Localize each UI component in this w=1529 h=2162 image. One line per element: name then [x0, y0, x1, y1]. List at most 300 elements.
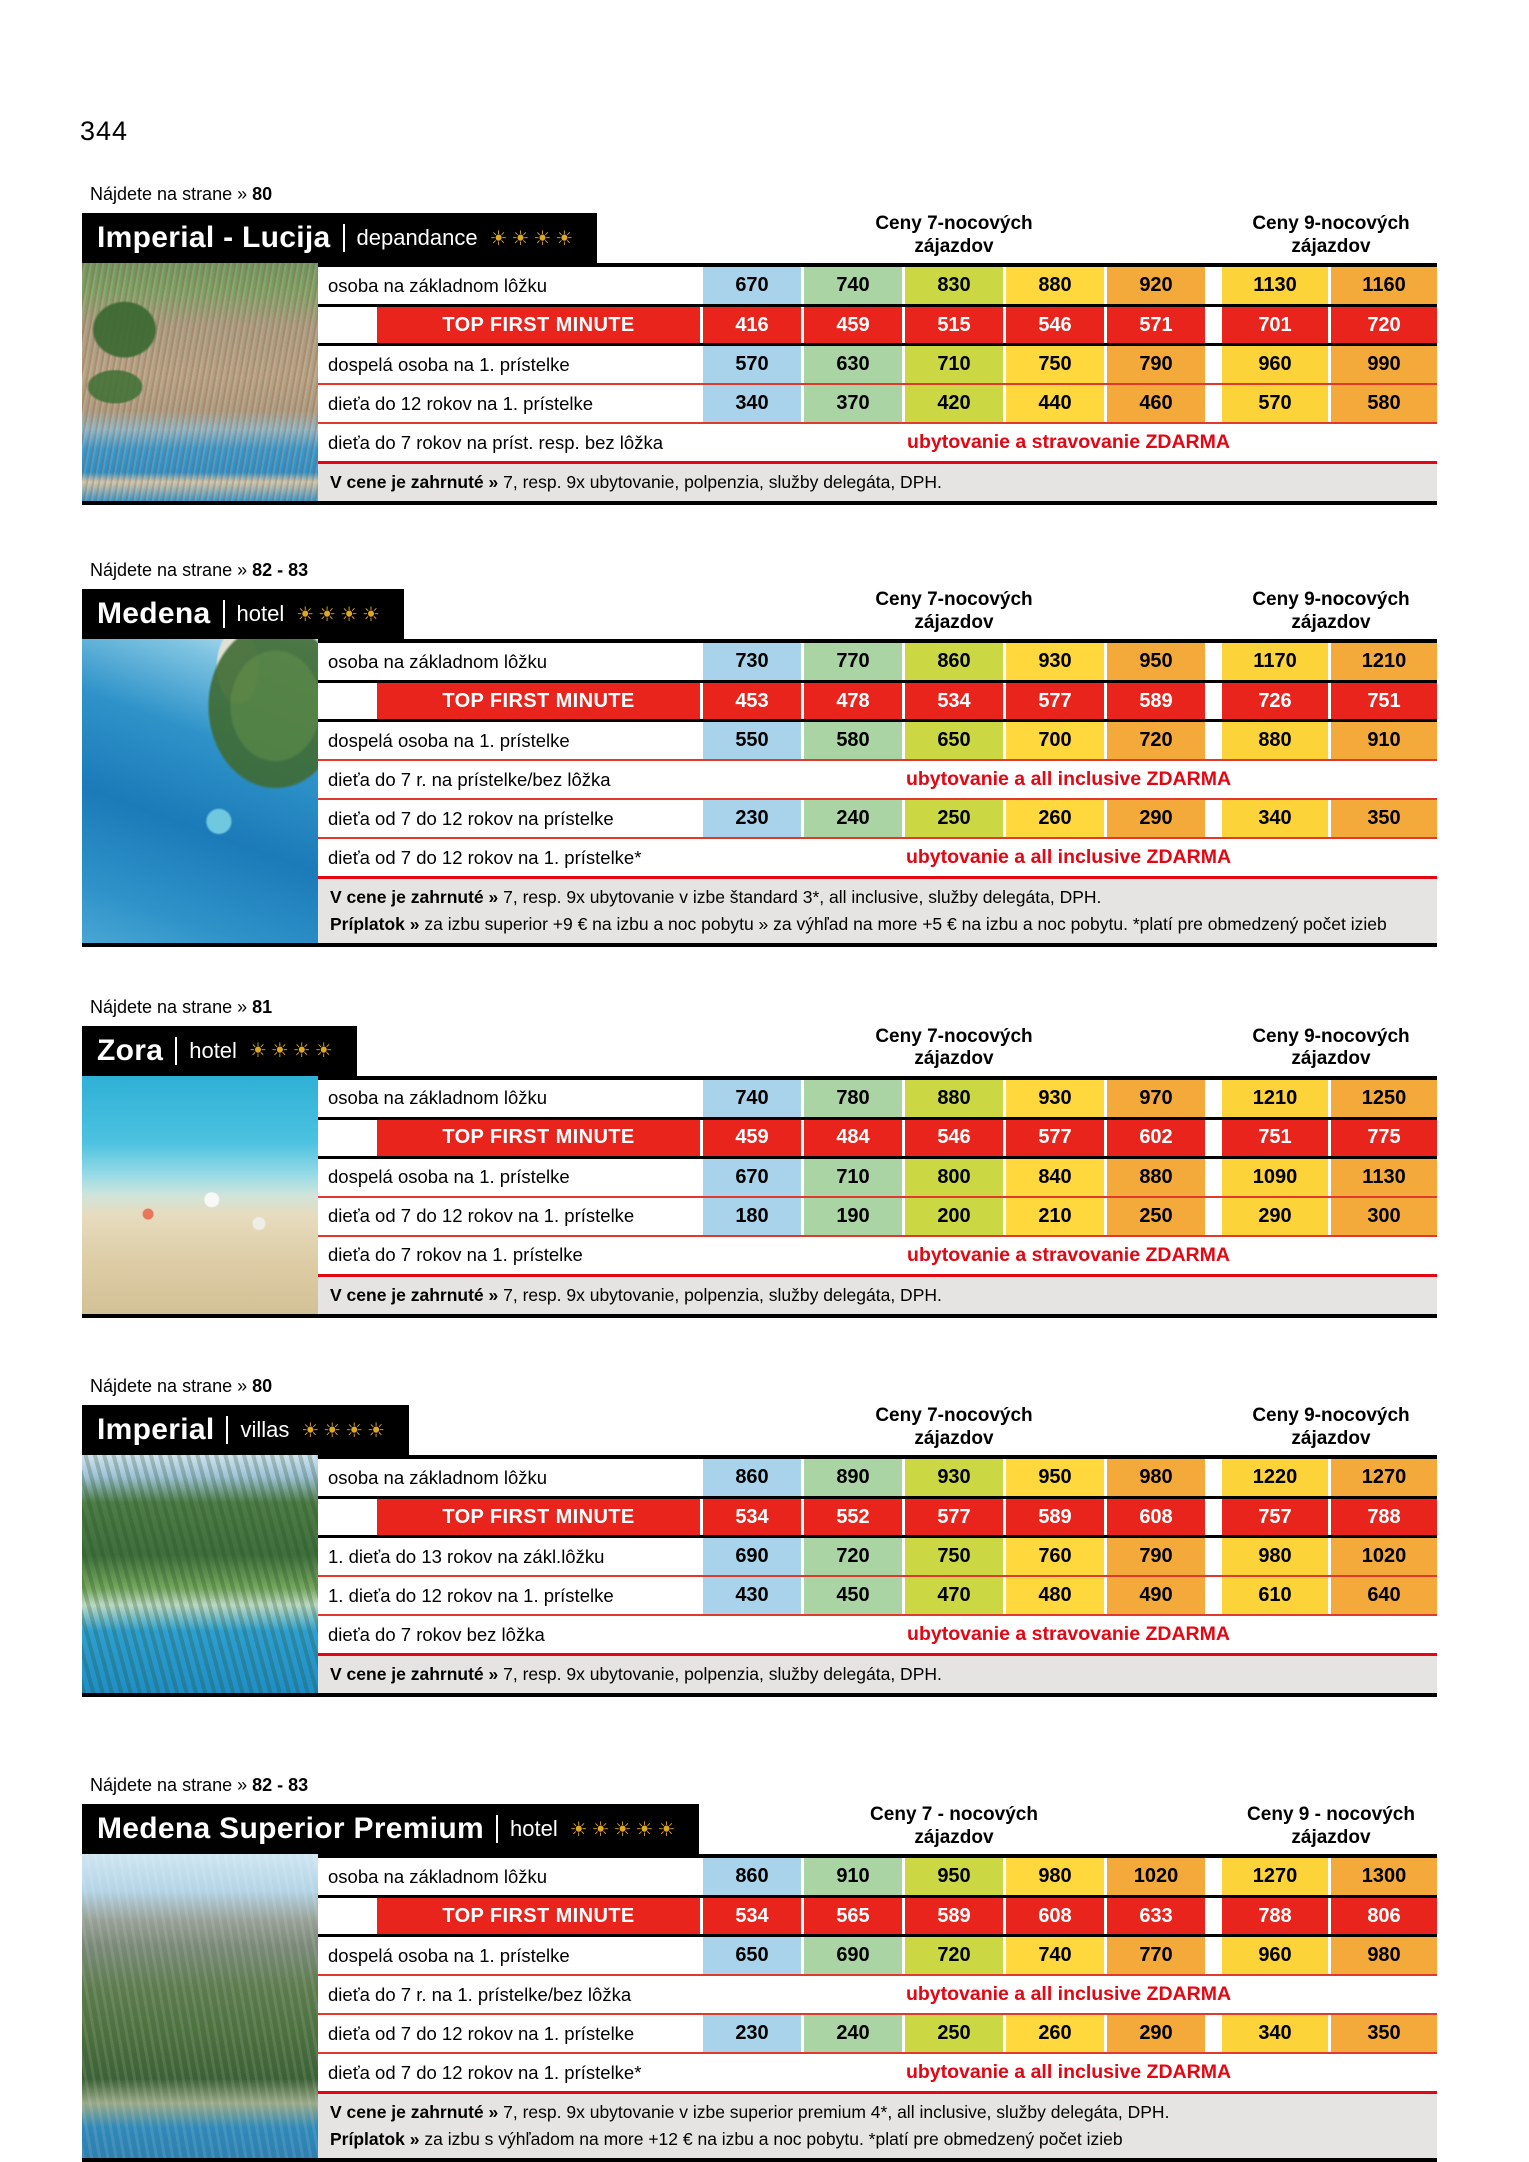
hotel-photo: [82, 639, 318, 943]
hotel-name: Medena: [97, 597, 211, 631]
footnote-text: 7, resp. 9x ubytovanie, polpenzia, služby delegáta, DPH.: [503, 1664, 942, 1684]
sun-rating-icons: ☀☀☀☀: [301, 1419, 390, 1442]
price-cell: 420: [905, 385, 1003, 422]
price-cell: 970: [1107, 1080, 1205, 1117]
find-on-page-number: 82 - 83: [252, 1775, 309, 1796]
price-cell: 571: [1107, 307, 1205, 343]
column-gap: [1205, 267, 1219, 304]
price-cell: 450: [804, 1577, 902, 1614]
price-header-line: Ceny 9-nocových: [1252, 213, 1410, 235]
price-cell: 930: [1006, 643, 1104, 680]
column-gap: [1205, 2015, 1219, 2052]
price-cell: 490: [1107, 1577, 1205, 1614]
price-cell: 240: [804, 800, 902, 837]
price-cell: 1220: [1222, 1459, 1328, 1496]
footnote-text: 7, resp. 9x ubytovanie v izbe štandard 3*, all inclusive, služby delegáta, DPH.: [503, 887, 1102, 908]
column-gap: [1205, 800, 1219, 837]
table-header-row: [82, 1800, 1437, 1854]
free-benefit-row: [318, 759, 1437, 798]
price-cell: 459: [804, 307, 902, 343]
price-cell: 1130: [1222, 267, 1328, 304]
price-cell: 910: [804, 1858, 902, 1895]
price-header-7-nights: [700, 213, 1208, 258]
price-cell: 370: [804, 385, 902, 422]
price-header-line: zájazdov: [914, 235, 994, 257]
price-cell: 340: [1222, 800, 1328, 837]
table-body: [82, 1455, 1437, 1697]
price-cell: 1160: [1331, 267, 1437, 304]
column-gap: [1205, 1538, 1219, 1575]
price-cell: 788: [1331, 1499, 1437, 1535]
price-header-9-nights: [1225, 589, 1437, 634]
price-cell: 350: [1331, 2015, 1437, 2052]
price-cell: 180: [703, 1198, 801, 1235]
price-cell: 700: [1006, 722, 1104, 759]
price-cell: 740: [703, 1080, 801, 1117]
price-row: [318, 1538, 1437, 1575]
price-cell: 800: [905, 1159, 1003, 1196]
price-cell: 350: [1331, 800, 1437, 837]
price-cell: 770: [804, 643, 902, 680]
hotel-name: Zora: [97, 1033, 164, 1067]
price-cell: 860: [905, 643, 1003, 680]
price-header-line: Ceny 7-nocových: [875, 213, 1033, 235]
price-cell: 980: [1107, 1459, 1205, 1496]
table-body: [82, 1854, 1437, 2162]
top-first-minute-row: [318, 304, 1437, 346]
indent-spacer: [318, 1898, 377, 1934]
hotel-type: depandance: [356, 225, 478, 250]
price-cell: 790: [1107, 346, 1205, 383]
price-cell: 670: [703, 267, 801, 304]
price-cell: 880: [1222, 722, 1328, 759]
price-row: [318, 2013, 1437, 2052]
price-cell: 990: [1331, 346, 1437, 383]
price-cell: 565: [804, 1898, 902, 1934]
hotel-type: hotel: [236, 601, 285, 627]
price-cell: 250: [905, 800, 1003, 837]
price-row: [318, 722, 1437, 759]
row-label: dospelá osoba na 1. prístelke: [328, 729, 570, 751]
table-body: [82, 639, 1437, 947]
price-cell: 250: [905, 2015, 1003, 2052]
price-cell: 570: [1222, 385, 1328, 422]
price-cell: 650: [703, 1937, 801, 1974]
column-gap: [1205, 1198, 1219, 1235]
price-header-9-nights: [1225, 1405, 1437, 1450]
price-cell: 1270: [1331, 1459, 1437, 1496]
sun-rating-icons: ☀☀☀☀☀: [569, 1818, 680, 1841]
price-row: [318, 798, 1437, 837]
price-header-line: zájazdov: [914, 1427, 994, 1449]
price-cell: 930: [905, 1459, 1003, 1496]
price-cell: 546: [905, 1120, 1003, 1156]
footnote-line: [330, 469, 1425, 495]
price-cell: 534: [703, 1499, 801, 1535]
column-gap: [1205, 307, 1219, 343]
price-cell: 580: [1331, 385, 1437, 422]
price-cell: 757: [1222, 1499, 1328, 1535]
price-grid: [318, 1455, 1437, 1693]
price-cell: 577: [905, 1499, 1003, 1535]
row-label: osoba na základnom lôžku: [328, 1865, 548, 1887]
footnote-line: [330, 2099, 1425, 2125]
price-cell: 240: [804, 2015, 902, 2052]
price-header-line: zájazdov: [1291, 235, 1371, 257]
page-number: 344: [80, 116, 129, 146]
price-row: [318, 1858, 1437, 1895]
hotel-price-table: [82, 184, 1437, 505]
price-cell: 459: [703, 1120, 801, 1156]
find-on-page-number: 81: [252, 996, 273, 1017]
divider: [343, 224, 345, 252]
footnote-bold: Príplatok »: [330, 2128, 420, 2149]
price-cell: 910: [1331, 722, 1437, 759]
column-gap: [1205, 1120, 1219, 1156]
price-cell: 608: [1006, 1898, 1104, 1934]
top-first-minute-label: TOP FIRST MINUTE: [377, 683, 700, 719]
price-cell: 210: [1006, 1198, 1104, 1235]
top-first-minute-row: [318, 1895, 1437, 1937]
price-cell: 1130: [1331, 1159, 1437, 1196]
price-cell: 880: [1006, 267, 1104, 304]
hotel-name: Imperial - Lucija: [97, 221, 331, 254]
table-body: [82, 1076, 1437, 1318]
price-cell: 751: [1222, 1120, 1328, 1156]
top-first-minute-label: TOP FIRST MINUTE: [377, 1120, 700, 1156]
price-cell: 534: [905, 683, 1003, 719]
price-cell: 300: [1331, 1198, 1437, 1235]
price-row: [318, 1575, 1437, 1614]
price-cell: 1020: [1107, 1858, 1205, 1895]
row-label: dospelá osoba na 1. prístelke: [328, 1944, 570, 1966]
row-label: dieťa do 7 rokov bez lôžka: [328, 1623, 545, 1645]
price-cell: 480: [1006, 1577, 1104, 1614]
row-label: dospelá osoba na 1. prístelke: [328, 1166, 570, 1188]
free-benefit-row: [318, 1974, 1437, 2013]
table-header-row: [82, 585, 1437, 639]
hotel-type: hotel: [189, 1037, 237, 1063]
indent-spacer: [318, 683, 377, 719]
price-row: [318, 1159, 1437, 1196]
hotel-price-table: [82, 560, 1437, 947]
price-cell: 290: [1222, 1198, 1328, 1235]
price-header-line: zájazdov: [1291, 1048, 1371, 1070]
price-cell: 577: [1006, 1120, 1104, 1156]
price-cell: 1270: [1222, 1858, 1328, 1895]
row-label: osoba na základnom lôžku: [328, 274, 548, 296]
free-benefit-text: ubytovanie a stravovanie ZDARMA: [907, 1623, 1230, 1645]
price-cell: 720: [1331, 307, 1437, 343]
price-cell: 980: [1222, 1538, 1328, 1575]
price-cell: 710: [905, 346, 1003, 383]
price-cell: 430: [703, 1577, 801, 1614]
price-header-9-nights: [1225, 1026, 1437, 1071]
price-cell: 750: [905, 1538, 1003, 1575]
price-cell: 880: [905, 1080, 1003, 1117]
indent-spacer: [318, 1120, 377, 1156]
price-cell: 650: [905, 722, 1003, 759]
price-cell: 230: [703, 800, 801, 837]
free-benefit-text: ubytovanie a all inclusive ZDARMA: [905, 1983, 1232, 2006]
free-benefit-text: ubytovanie a all inclusive ZDARMA: [905, 2061, 1232, 2084]
price-row: [318, 383, 1437, 422]
price-cell: 1090: [1222, 1159, 1328, 1196]
row-label: dieťa od 7 do 12 rokov na prístelke: [328, 807, 614, 829]
row-label: 1. dieťa do 12 rokov na 1. prístelke: [328, 1584, 614, 1606]
hotel-name-bar: [82, 589, 404, 639]
hotel-name-bar: [82, 1804, 699, 1854]
find-on-page-line: [90, 1775, 1437, 1796]
column-gap: [1205, 683, 1219, 719]
footnote-text: 7, resp. 9x ubytovanie, polpenzia, služby delegáta, DPH.: [503, 1284, 942, 1305]
divider: [223, 600, 225, 628]
price-cell: 960: [1222, 1937, 1328, 1974]
price-header-line: zájazdov: [914, 1048, 994, 1070]
price-cell: 950: [1107, 643, 1205, 680]
column-gap: [1205, 1159, 1219, 1196]
price-cell: 726: [1222, 683, 1328, 719]
price-cell: 1300: [1331, 1858, 1437, 1895]
price-cell: 950: [1006, 1459, 1104, 1496]
footnote-bold: V cene je zahrnuté »: [330, 472, 499, 492]
price-row: [318, 267, 1437, 304]
price-cell: 780: [804, 1080, 902, 1117]
table-footnote: [318, 1274, 1437, 1314]
price-grid: [318, 263, 1437, 501]
price-header-line: Ceny 9-nocových: [1252, 1405, 1410, 1427]
footnote-text: 7, resp. 9x ubytovanie, polpenzia, služby delegáta, DPH.: [503, 472, 942, 492]
free-benefit-text: ubytovanie a stravovanie ZDARMA: [907, 431, 1230, 453]
price-cell: 860: [703, 1858, 801, 1895]
hotel-type: villas: [240, 1417, 290, 1442]
find-on-page-line: [90, 997, 1437, 1018]
price-header-line: zájazdov: [914, 611, 994, 633]
price-header-line: Ceny 9-nocových: [1252, 1025, 1410, 1047]
row-label: 1. dieťa do 13 rokov na zákl.lôžku: [328, 1545, 605, 1567]
row-label: dieťa do 7 rokov na príst. resp. bez lôžka: [328, 431, 663, 453]
row-label: dieťa od 7 do 12 rokov na 1. prístelke: [328, 1205, 635, 1227]
price-cell: 340: [1222, 2015, 1328, 2052]
hotel-type: hotel: [510, 1816, 558, 1842]
find-on-page-line: [90, 184, 1437, 205]
top-first-minute-label: TOP FIRST MINUTE: [377, 1499, 700, 1535]
price-cell: 416: [703, 307, 801, 343]
find-on-page-line: [90, 1376, 1437, 1397]
footnote-bold: V cene je zahrnuté »: [330, 1664, 499, 1684]
sun-rating-icons: ☀☀☀☀: [248, 1040, 337, 1063]
price-cell: 440: [1006, 385, 1104, 422]
price-cell: 290: [1107, 2015, 1205, 2052]
hotel-name: Medena Superior Premium: [97, 1812, 484, 1846]
price-cell: 720: [1107, 722, 1205, 759]
price-header-7-nights: [700, 1405, 1208, 1450]
row-label: osoba na základnom lôžku: [328, 650, 548, 672]
table-footnote: [318, 2091, 1437, 2158]
top-first-minute-row: [318, 1496, 1437, 1538]
hotel-photo: [82, 1455, 318, 1693]
footnote-bold: V cene je zahrnuté »: [330, 1284, 499, 1305]
price-cell: 260: [1006, 2015, 1104, 2052]
find-on-page-number: 80: [252, 1376, 273, 1396]
hotel-price-table: [82, 1376, 1437, 1697]
tables-container: [82, 184, 1437, 2162]
price-cell: 589: [1107, 683, 1205, 719]
price-cell: 806: [1331, 1898, 1437, 1934]
row-label: dieťa do 7 r. na 1. prístelke/bez lôžka: [328, 1983, 632, 2005]
row-label: dieťa od 7 do 12 rokov na 1. prístelke*: [328, 2061, 642, 2083]
price-row: [318, 346, 1437, 383]
table-header-row: [82, 1022, 1437, 1076]
divider: [496, 1815, 498, 1843]
price-cell: 1170: [1222, 643, 1328, 680]
row-label: dieťa do 7 rokov na 1. prístelke: [328, 1244, 583, 1266]
footnote-text: 7, resp. 9x ubytovanie v izbe superior premium 4*, all inclusive, služby delegáta, DPH.: [503, 2102, 1170, 2123]
price-cell: 930: [1006, 1080, 1104, 1117]
price-header-line: Ceny 7-nocových: [875, 1025, 1033, 1047]
price-cell: 790: [1107, 1538, 1205, 1575]
top-first-minute-row: [318, 680, 1437, 722]
column-gap: [1205, 1937, 1219, 1974]
price-cell: 740: [804, 267, 902, 304]
price-row: [318, 1459, 1437, 1496]
hotel-name-bar: [82, 1405, 409, 1455]
price-cell: 534: [703, 1898, 801, 1934]
price-cell: 840: [1006, 1159, 1104, 1196]
price-cell: 250: [1107, 1198, 1205, 1235]
free-benefit-row: [318, 422, 1437, 461]
indent-spacer: [318, 1499, 377, 1535]
column-gap: [1205, 643, 1219, 680]
price-cell: 589: [905, 1898, 1003, 1934]
price-cell: 750: [1006, 346, 1104, 383]
hotel-price-table: [82, 997, 1437, 1318]
column-gap: [1205, 385, 1219, 422]
price-cell: 589: [1006, 1499, 1104, 1535]
price-cell: 751: [1331, 683, 1437, 719]
price-cell: 570: [703, 346, 801, 383]
price-cell: 484: [804, 1120, 902, 1156]
price-cell: 740: [1006, 1937, 1104, 1974]
row-label: dospelá osoba na 1. prístelke: [328, 353, 570, 375]
price-cell: 602: [1107, 1120, 1205, 1156]
price-grid: [318, 1854, 1437, 2158]
row-label: dieťa do 12 rokov na 1. prístelke: [328, 392, 594, 414]
price-cell: 340: [703, 385, 801, 422]
price-cell: 550: [703, 722, 801, 759]
price-cell: 230: [703, 2015, 801, 2052]
find-on-page-label: Nájdete na strane »: [90, 996, 248, 1017]
price-header-7-nights: [700, 1026, 1208, 1071]
column-gap: [1205, 1499, 1219, 1535]
price-header-line: Ceny 9-nocových: [1252, 589, 1410, 611]
price-cell: 770: [1107, 1937, 1205, 1974]
hotel-photo: [82, 1076, 318, 1314]
footnote-bold: Príplatok »: [330, 913, 420, 934]
column-gap: [1205, 1577, 1219, 1614]
price-cell: 980: [1006, 1858, 1104, 1895]
price-row: [318, 1196, 1437, 1235]
price-cell: 690: [804, 1937, 902, 1974]
price-cell: 980: [1331, 1937, 1437, 1974]
hotel-name: Imperial: [97, 1413, 215, 1446]
price-cell: 200: [905, 1198, 1003, 1235]
price-header-9-nights: [1225, 213, 1437, 258]
price-cell: 1210: [1222, 1080, 1328, 1117]
price-header-line: Ceny 7 - nocových: [870, 1804, 1038, 1826]
find-on-page-label: Nájdete na strane »: [90, 184, 248, 204]
price-cell: 610: [1222, 1577, 1328, 1614]
price-grid: [318, 1076, 1437, 1314]
find-on-page-number: 80: [252, 184, 273, 204]
hotel-price-table: [82, 1775, 1437, 2162]
price-cell: 920: [1107, 267, 1205, 304]
price-cell: 608: [1107, 1499, 1205, 1535]
price-header-line: zájazdov: [1291, 611, 1371, 633]
price-row: [318, 643, 1437, 680]
price-cell: 710: [804, 1159, 902, 1196]
price-cell: 890: [804, 1459, 902, 1496]
footnote-line: [330, 1661, 1425, 1687]
price-cell: 552: [804, 1499, 902, 1535]
price-cell: 670: [703, 1159, 801, 1196]
price-cell: 860: [703, 1459, 801, 1496]
footnote-text: za izbu superior +9 € na izbu a noc pobytu » za výhľad na more +5 € na izbu a noc pobytu. *platí pre obmedzený počet izieb: [424, 913, 1387, 934]
free-benefit-row: [318, 1614, 1437, 1653]
sun-rating-icons: ☀☀☀☀: [296, 603, 384, 626]
price-cell: 580: [804, 722, 902, 759]
row-label: dieťa od 7 do 12 rokov na 1. prístelke: [328, 2022, 635, 2044]
indent-spacer: [318, 307, 377, 343]
free-benefit-row: [318, 1235, 1437, 1274]
price-cell: 830: [905, 267, 1003, 304]
price-header-7-nights: [700, 1804, 1208, 1849]
price-cell: 760: [1006, 1538, 1104, 1575]
hotel-photo: [82, 263, 318, 501]
price-header-line: zájazdov: [914, 1826, 994, 1848]
price-cell: 720: [905, 1937, 1003, 1974]
footnote-line: [330, 911, 1425, 937]
column-gap: [1205, 346, 1219, 383]
column-gap: [1205, 1898, 1219, 1934]
footnote-text: za izbu s výhľadom na more +12 € na izbu a noc pobytu. *platí pre obmedzený počet izieb: [424, 2128, 1123, 2149]
row-label: osoba na základnom lôžku: [328, 1087, 548, 1109]
price-cell: 633: [1107, 1898, 1205, 1934]
price-cell: 690: [703, 1538, 801, 1575]
row-label: osoba na základnom lôžku: [328, 1466, 548, 1488]
price-cell: 720: [804, 1538, 902, 1575]
price-cell: 1020: [1331, 1538, 1437, 1575]
top-first-minute-row: [318, 1117, 1437, 1159]
price-header-line: Ceny 7-nocových: [875, 589, 1033, 611]
price-header-line: zájazdov: [1291, 1826, 1371, 1848]
price-cell: 960: [1222, 346, 1328, 383]
divider: [226, 1416, 228, 1444]
price-cell: 546: [1006, 307, 1104, 343]
free-benefit-row: [318, 837, 1437, 876]
price-cell: 577: [1006, 683, 1104, 719]
price-header-line: zájazdov: [1291, 1427, 1371, 1449]
price-cell: 775: [1331, 1120, 1437, 1156]
footnote-line: [330, 2126, 1425, 2152]
price-cell: 630: [804, 346, 902, 383]
table-header-row: [82, 1401, 1437, 1455]
price-row: [318, 1080, 1437, 1117]
price-cell: 478: [804, 683, 902, 719]
table-body: [82, 263, 1437, 505]
free-benefit-row: [318, 2052, 1437, 2091]
price-cell: 260: [1006, 800, 1104, 837]
